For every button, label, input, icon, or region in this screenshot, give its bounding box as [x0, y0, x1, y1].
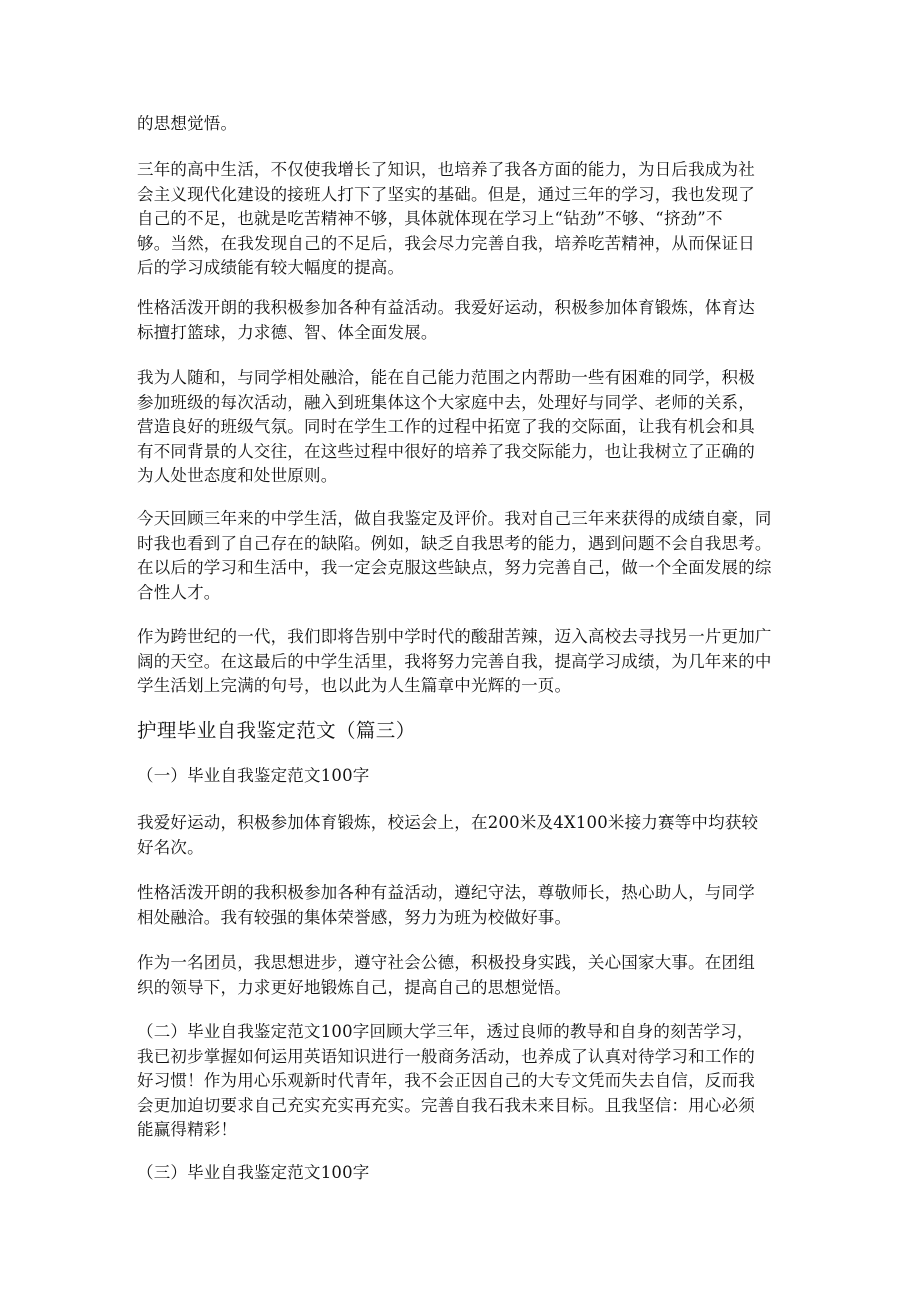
text-line: （三）毕业自我鉴定范文100字: [137, 1163, 370, 1182]
text-line: 我为人随和，与同学相处融洽，能在自己能力范围之内帮助一些有困难的同学，积极: [137, 368, 755, 387]
paragraph-character: [137, 881, 797, 930]
text-line: 作为一名团员，我思想进步，遵守社会公德，积极投身实践，关心国家大事。在团组: [137, 953, 755, 972]
text-line: 作为跨世纪的一代，我们即将告别中学时代的酸甜苦辣，迈入高校去寻找另一片更加广: [137, 627, 772, 646]
text-line: 为人处世态度和处世原则。: [137, 466, 338, 486]
paragraph-subheading-two: [137, 1020, 797, 1143]
paragraph-high-school-life: [137, 158, 797, 281]
paragraph-sports: [137, 811, 797, 860]
text-line: 性格活泼开朗的我积极参加各种有益活动，遵纪守法，尊敬师长，热心助人，与同学: [137, 883, 755, 902]
paragraph-self-evaluation: [137, 507, 797, 605]
paragraph-league-member: [137, 951, 797, 1000]
text-line: 学生活划上完满的句号，也以此为人生篇章中光辉的一页。: [137, 676, 572, 696]
subheading-one: [137, 764, 797, 789]
text-line: 够。当然，在我发现自己的不足后，我会尽力完善自我，培养吃苦精神，从而保证日: [137, 233, 755, 253]
section-heading: 护理毕业自我鉴定范文（篇三）: [137, 719, 416, 742]
text-line: 能赢得精彩！: [137, 1120, 238, 1140]
paragraph-intro-tail: [137, 112, 797, 137]
text-line: 时我也看到了自己存在的缺陷。例如，缺乏自我思考的能力，遇到问题不会自我思考。: [137, 533, 772, 553]
text-line: 参加班级的每次活动，融入到班集体这个大家庭中去，处理好与同学、老师的关系，: [137, 392, 755, 412]
text-line: （一）毕业自我鉴定范文100字: [137, 766, 370, 785]
text-line: 在以后的学习和生活中，我一定会克服这些缺点，努力完善自己，做一个全面发展的综: [137, 558, 772, 578]
text-line: 今天回顾三年来的中学生活，做自我鉴定及评价。我对自己三年来获得的成绩自豪，同: [137, 509, 772, 528]
text-line: 后的学习成绩能有较大幅度的提高。: [137, 258, 405, 278]
text-line: 织的领导下，力求更好地锻炼自己，提高自己的思想觉悟。: [137, 977, 572, 997]
text-line: 的思想觉悟。: [137, 114, 238, 133]
text-line: 相处融洽。我有较强的集体荣誉感，努力为班为校做好事。: [137, 907, 572, 927]
text-line: 会更加迫切要求自己充实充实再充实。完善自我石我未来目标。且我坚信：用心必须: [137, 1095, 755, 1115]
text-line: 三年的高中生活，不仅使我增长了知识，也培养了我各方面的能力，为日后我成为社: [137, 160, 755, 179]
text-line: 标擅打篮球，力求德、智、体全面发展。: [137, 322, 438, 342]
text-line: 阔的天空。在这最后的中学生活里，我将努力完善自我，提高学习成绩，为几年来的中: [137, 651, 772, 671]
text-line: 我爱好运动，积极参加体育锻炼，校运会上，在200米及4X100米接力赛等中均获较: [137, 813, 759, 832]
text-line: 会主义现代化建设的接班人打下了坚实的基础。但是，通过三年的学习，我也发现了: [137, 184, 755, 204]
paragraph-farewell: [137, 625, 797, 699]
text-line: 好名次。: [137, 837, 204, 857]
text-line: 性格活泼开朗的我积极参加各种有益活动。我爱好运动，积极参加体育锻炼，体育达: [137, 298, 755, 317]
text-line: （二）毕业自我鉴定范文100字回顾大学三年，透过良师的教导和自身的刻苦学习，: [137, 1022, 754, 1041]
text-line: 有不同背景的人交往，在这些过程中很好的培养了我交际能力，也让我树立了正确的: [137, 441, 755, 461]
subheading-three: [137, 1161, 797, 1186]
text-line: 合性人才。: [137, 582, 221, 602]
paragraph-classmates: [137, 366, 797, 489]
text-line: 自己的不足，也就是吃苦精神不够，具体就体现在学习上“钻劲”不够、“挤劲”不: [137, 209, 723, 229]
text-line: 营造良好的班级气氛。同时在学生工作的过程中拓宽了我的交际面，让我有机会和具: [137, 417, 755, 437]
text-line: 我已初步掌握如何运用英语知识进行一般商务活动，也养成了认真对待学习和工作的: [137, 1046, 755, 1066]
paragraph-personality: [137, 296, 797, 345]
text-line: 好习惯！作为用心乐观新时代青年，我不会正因自己的大专文凭而失去自信，反而我: [137, 1071, 755, 1091]
